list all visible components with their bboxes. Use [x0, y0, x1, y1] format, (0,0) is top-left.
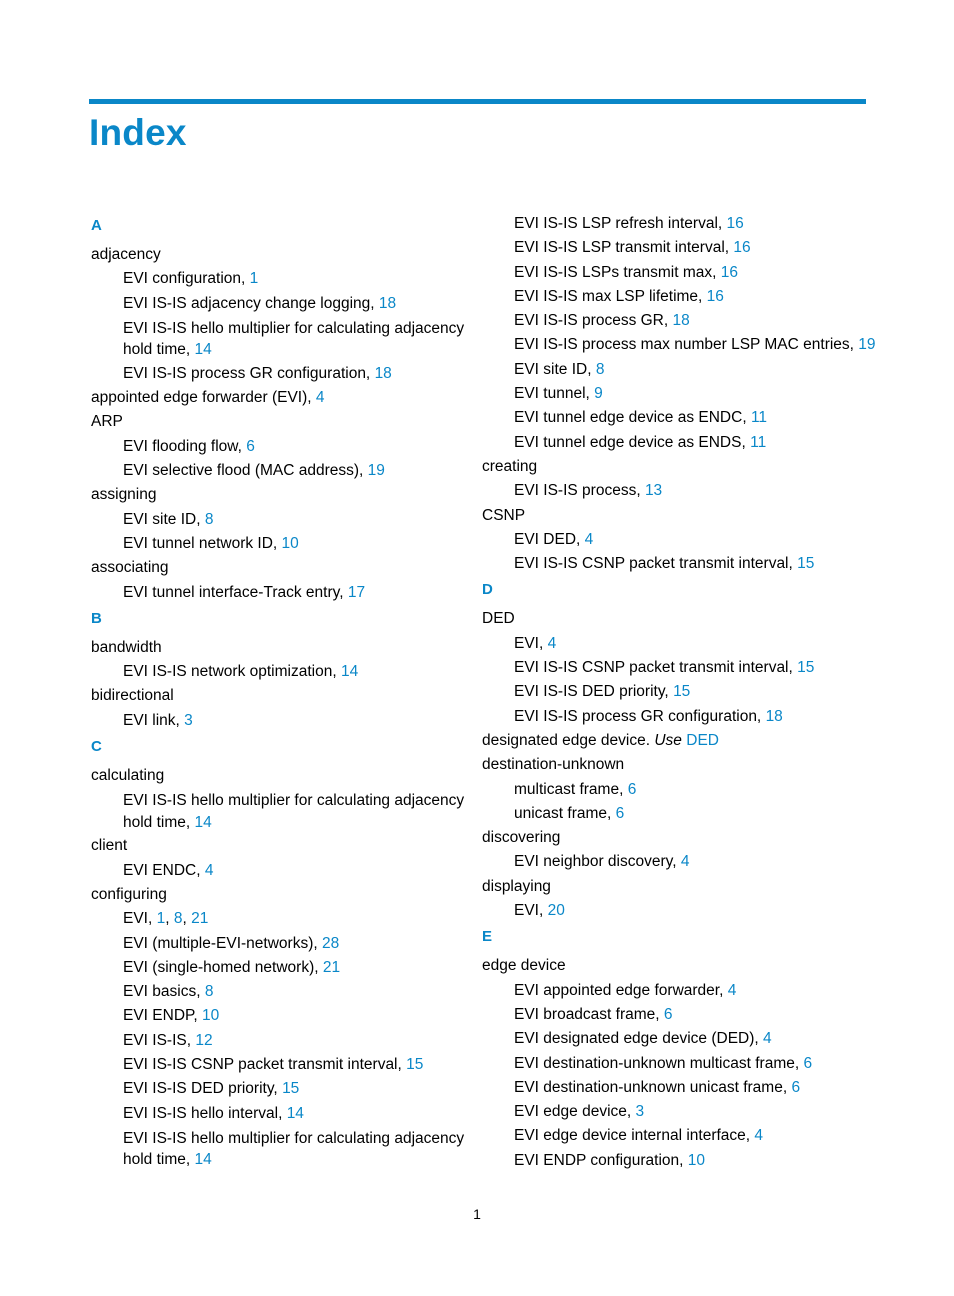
- index-subterm: [91, 1126, 491, 1172]
- page-link[interactable]: 8: [173, 910, 183, 928]
- index-subterm: [482, 705, 882, 729]
- index-subterm: [482, 333, 882, 357]
- page-title: Index: [89, 112, 187, 153]
- index-entry-text: adjacency: [91, 246, 161, 263]
- index-entry-text: EVI DED,: [514, 530, 585, 548]
- page-link[interactable]: 8: [204, 510, 214, 528]
- index-entry-text: EVI destination-unknown unicast frame,: [514, 1078, 792, 1096]
- index-subterm: [482, 979, 882, 1003]
- page-link[interactable]: 6: [791, 1078, 801, 1096]
- page-link[interactable]: 18: [374, 364, 392, 382]
- index-subterm: [482, 479, 882, 503]
- page-link[interactable]: 10: [281, 534, 299, 552]
- index-entry-text: EVI tunnel edge device as ENDS,: [514, 433, 751, 451]
- index-entry-text: EVI link,: [123, 711, 185, 729]
- index-entry-text: EVI IS-IS LSP refresh interval,: [514, 215, 727, 232]
- index-term: [91, 764, 491, 788]
- page-link[interactable]: 14: [194, 813, 212, 831]
- page-link[interactable]: 20: [547, 902, 565, 920]
- page-link[interactable]: 1: [249, 270, 259, 288]
- index-subterm: [91, 1029, 491, 1053]
- index-subterm: EVI, 1, 8, 21: [123, 910, 209, 928]
- index-subterm: [91, 1102, 491, 1126]
- index-entry-text: EVI edge device internal interface,: [514, 1127, 755, 1145]
- index-entry-text: EVI IS-IS process,: [514, 482, 645, 500]
- index-subterm: [91, 1077, 491, 1101]
- index-subterm: [482, 1149, 882, 1173]
- index-entry-text: EVI (multiple-EVI-networks),: [123, 934, 322, 952]
- index-entry-text: unicast frame,: [514, 804, 616, 822]
- index-entry-text: calculating: [91, 767, 165, 785]
- page-link[interactable]: 14: [194, 341, 212, 359]
- index-letter-heading: E: [482, 928, 493, 946]
- index-entry-text: EVI appointed edge forwarder,: [514, 981, 728, 999]
- page-link[interactable]: 4: [315, 389, 325, 407]
- page-link[interactable]: 18: [378, 294, 397, 312]
- index-subterm: [91, 581, 491, 605]
- index-entry-text: displaying: [482, 877, 551, 895]
- index-entry-text: designated edge device.: [482, 731, 655, 749]
- page-link[interactable]: 9: [594, 385, 603, 403]
- index-entry-text: appointed edge forwarder (EVI),: [91, 389, 316, 407]
- index-subterm: [482, 850, 882, 874]
- index-entry-text: multicast frame,: [514, 780, 628, 798]
- index-subterm: [91, 316, 491, 362]
- index-entry-text: EVI IS-IS,: [123, 1031, 196, 1049]
- index-entry-text: EVI IS-IS DED priority,: [123, 1080, 283, 1098]
- page-link[interactable]: 17: [347, 583, 366, 601]
- index-subterm: [482, 802, 882, 826]
- page-link[interactable]: 18: [672, 312, 690, 330]
- index-entry-text: EVI IS-IS adjacency change logging,: [123, 294, 379, 312]
- index-entry-text: bandwidth: [91, 638, 162, 656]
- index-entry-text: EVI edge device,: [514, 1103, 636, 1121]
- index-entry-text: ARP: [91, 413, 123, 431]
- index-term: [482, 504, 882, 528]
- page-link[interactable]: 3: [184, 711, 193, 729]
- index-subterm: [482, 382, 882, 406]
- index-term: [91, 243, 491, 267]
- index-term: [91, 483, 491, 507]
- index-entry-text: EVI ENDP configuration,: [514, 1151, 688, 1169]
- index-entry-text: EVI,: [123, 910, 157, 928]
- page-link[interactable]: 4: [204, 861, 214, 879]
- page-link[interactable]: 16: [706, 287, 724, 305]
- index-subterm: [482, 1100, 882, 1124]
- page-link[interactable]: 14: [194, 1151, 212, 1169]
- index-entry-text: EVI configuration,: [123, 270, 250, 288]
- index-subterm: [91, 956, 491, 980]
- index-entry-text: edge device: [482, 957, 566, 975]
- page-link[interactable]: 15: [673, 683, 691, 701]
- index-subterm: [482, 632, 882, 656]
- index-letter-heading: D: [482, 581, 493, 599]
- index-entry-text: EVI IS-IS process GR configuration,: [123, 364, 375, 382]
- page-link[interactable]: 14: [340, 663, 359, 681]
- page-link[interactable]: 15: [797, 659, 815, 677]
- index-subterm: [482, 1124, 882, 1148]
- index-entry-text: configuring: [91, 885, 167, 903]
- page-link[interactable]: 21: [322, 958, 341, 976]
- page-link[interactable]: 14: [286, 1104, 304, 1122]
- page-link[interactable]: 15: [797, 555, 815, 573]
- page-link[interactable]: 16: [720, 263, 738, 281]
- index-entry-text: EVI broadcast frame,: [514, 1005, 664, 1023]
- index-subterm: [91, 267, 491, 291]
- index-entry-text: EVI IS-IS CSNP packet transmit interval,: [514, 659, 798, 677]
- index-subterm: [91, 532, 491, 556]
- index-entry-text: EVI destination-unknown multicast frame,: [514, 1054, 804, 1072]
- page-link[interactable]: 6: [627, 780, 637, 798]
- page-link[interactable]: 16: [733, 239, 751, 257]
- index-entry-text: EVI IS-IS max LSP lifetime,: [514, 287, 707, 305]
- page-link[interactable]: 10: [201, 1007, 220, 1025]
- index-entry-text: EVI tunnel edge device as ENDC,: [514, 409, 751, 427]
- index-term: [482, 455, 882, 479]
- index-subterm: [482, 552, 882, 576]
- page-link[interactable]: 16: [726, 215, 744, 232]
- index-entry-text: associating: [91, 559, 169, 577]
- page-link[interactable]: 8: [204, 983, 214, 1001]
- index-subterm: [91, 362, 491, 386]
- index-entry-text: EVI tunnel network ID,: [123, 534, 282, 552]
- index-entry-text: EVI,: [514, 902, 548, 920]
- index-entry-text: EVI tunnel interface-Track entry,: [123, 583, 348, 601]
- index-term: [91, 684, 491, 708]
- index-entry-text: EVI ENDC,: [123, 861, 205, 879]
- index-entry-text: EVI IS-IS hello interval,: [123, 1104, 287, 1122]
- page-link[interactable]: 18: [765, 707, 783, 725]
- index-term: [482, 607, 882, 631]
- index-entry-text: EVI tunnel,: [514, 385, 595, 403]
- index-subterm: [91, 1053, 491, 1077]
- index-subterm: [91, 1004, 491, 1028]
- page-link[interactable]: 15: [282, 1080, 300, 1098]
- page-link[interactable]: 1: [156, 910, 166, 928]
- index-term: [91, 556, 491, 580]
- page-link[interactable]: 4: [680, 853, 690, 871]
- index-entry-text: EVI IS-IS CSNP packet transmit interval,: [514, 555, 798, 573]
- index-subterm: [91, 932, 491, 956]
- index-subterm: [91, 859, 491, 883]
- index-entry-text: EVI IS-IS process GR configuration,: [514, 707, 766, 725]
- page-link[interactable]: 19: [858, 336, 876, 354]
- index-entry-text: EVI IS-IS network optimization,: [123, 663, 341, 681]
- page-number: 1: [473, 1206, 481, 1222]
- index-subterm: [482, 1027, 882, 1051]
- index-entry-text: creating: [482, 457, 538, 475]
- page-link[interactable]: 3: [635, 1103, 645, 1121]
- index-entry-text: bidirectional: [91, 687, 174, 705]
- index-subterm: [482, 236, 882, 260]
- index-entry-text: EVI IS-IS process max number LSP MAC entries,: [514, 336, 859, 354]
- index-subterm: [91, 508, 491, 532]
- page-link[interactable]: 4: [754, 1127, 764, 1145]
- index-entry-text: EVI site ID,: [514, 360, 596, 378]
- index-term: [482, 954, 882, 978]
- index-subterm: [91, 435, 491, 459]
- index-term: [91, 883, 491, 907]
- index-entry-text: EVI,: [514, 634, 548, 652]
- index-subterm: [482, 406, 882, 430]
- page-link[interactable]: 21: [191, 910, 209, 928]
- see-also-label: Use: [654, 731, 682, 749]
- see-also-link[interactable]: DED: [686, 731, 719, 749]
- index-letter-heading: B: [91, 609, 102, 627]
- index-entry-text: EVI flooding flow,: [123, 437, 247, 455]
- index-subterm: [91, 980, 491, 1004]
- index-subterm: [482, 309, 882, 333]
- index-entry-text: EVI basics,: [123, 983, 205, 1001]
- index-term: [482, 753, 882, 777]
- page-link[interactable]: 8: [595, 360, 605, 378]
- page-link[interactable]: 6: [246, 437, 255, 455]
- index-term: [91, 386, 491, 410]
- index-term: [91, 410, 491, 434]
- index-entry-text: assigning: [91, 486, 157, 504]
- page-link[interactable]: 13: [644, 482, 663, 500]
- page-link[interactable]: 6: [663, 1005, 673, 1023]
- index-entry-text: EVI IS-IS hello multiplier for calculating adjacency hold time,: [123, 1129, 465, 1169]
- index-entry-text: EVI site ID,: [123, 510, 205, 528]
- index-entry-text: EVI IS-IS hello multiplier for calculating adjacency hold time,: [123, 319, 465, 359]
- index-entry-text: DED: [482, 610, 515, 628]
- page-link[interactable]: 11: [750, 409, 768, 427]
- title-rule: [89, 99, 866, 104]
- index-subterm: [482, 1076, 882, 1100]
- index-entry-text: client: [91, 837, 128, 855]
- index-letter-heading: C: [91, 738, 102, 756]
- index-entry-text: EVI IS-IS LSP transmit interval,: [514, 239, 734, 257]
- page-link[interactable]: 6: [615, 804, 625, 822]
- index-subterm: [91, 660, 491, 684]
- index-column-right: [482, 212, 882, 1173]
- index-subterm: [482, 212, 882, 236]
- page-link[interactable]: 19: [367, 462, 385, 480]
- index-subterm: [482, 1052, 882, 1076]
- index-entry-text: EVI designated edge device (DED),: [514, 1030, 763, 1048]
- index-subterm: [482, 528, 882, 552]
- index-subterm: [482, 680, 882, 704]
- index-term: [482, 729, 882, 753]
- index-entry-text: EVI ENDP,: [123, 1007, 202, 1025]
- index-entry-text: EVI IS-IS CSNP packet transmit interval,: [123, 1056, 407, 1074]
- page-link[interactable]: 6: [803, 1054, 813, 1072]
- index-entry-text: EVI IS-IS LSPs transmit max,: [514, 263, 721, 281]
- index-subterm: [482, 358, 882, 382]
- index-subterm: [482, 431, 882, 455]
- index-subterm: [482, 285, 882, 309]
- index-term: [482, 826, 882, 850]
- index-entry-text: EVI IS-IS DED priority,: [514, 683, 674, 701]
- index-letter-heading: A: [91, 217, 102, 234]
- index-entry-text: CSNP: [482, 506, 526, 524]
- index-subterm: [482, 261, 882, 285]
- index-term: [482, 875, 882, 899]
- index-subterm: [482, 1003, 882, 1027]
- index-term: [91, 636, 491, 660]
- index-subterm: [91, 709, 491, 733]
- index-entry-text: EVI IS-IS hello multiplier for calculating adjacency hold time,: [123, 792, 465, 831]
- index-entry-text: EVI IS-IS process GR,: [514, 312, 673, 330]
- index-subterm: [91, 292, 491, 316]
- index-entry-text: destination-unknown: [482, 756, 625, 774]
- page-link[interactable]: 15: [406, 1056, 424, 1074]
- index-subterm: [91, 459, 491, 483]
- index-subterm: [482, 778, 882, 802]
- index-entry-text: EVI selective flood (MAC address),: [123, 462, 368, 480]
- index-term: [91, 834, 491, 858]
- page-link[interactable]: 4: [547, 634, 557, 652]
- index-entry-text: EVI neighbor discovery,: [514, 853, 681, 871]
- page-link[interactable]: 4: [727, 981, 737, 999]
- page-link[interactable]: 12: [195, 1031, 213, 1049]
- index-subterm: [482, 656, 882, 680]
- page-link[interactable]: 4: [763, 1030, 772, 1048]
- page-link[interactable]: 4: [584, 530, 594, 548]
- page-link[interactable]: 11: [750, 433, 767, 451]
- page-link[interactable]: 10: [687, 1151, 705, 1169]
- index-subterm: [91, 788, 491, 834]
- index-entry-text: EVI (single-homed network),: [123, 958, 323, 976]
- index-entry-text: discovering: [482, 829, 561, 847]
- index-column-left: [91, 212, 491, 1172]
- page-link[interactable]: 28: [321, 934, 340, 952]
- index-subterm: [482, 899, 882, 923]
